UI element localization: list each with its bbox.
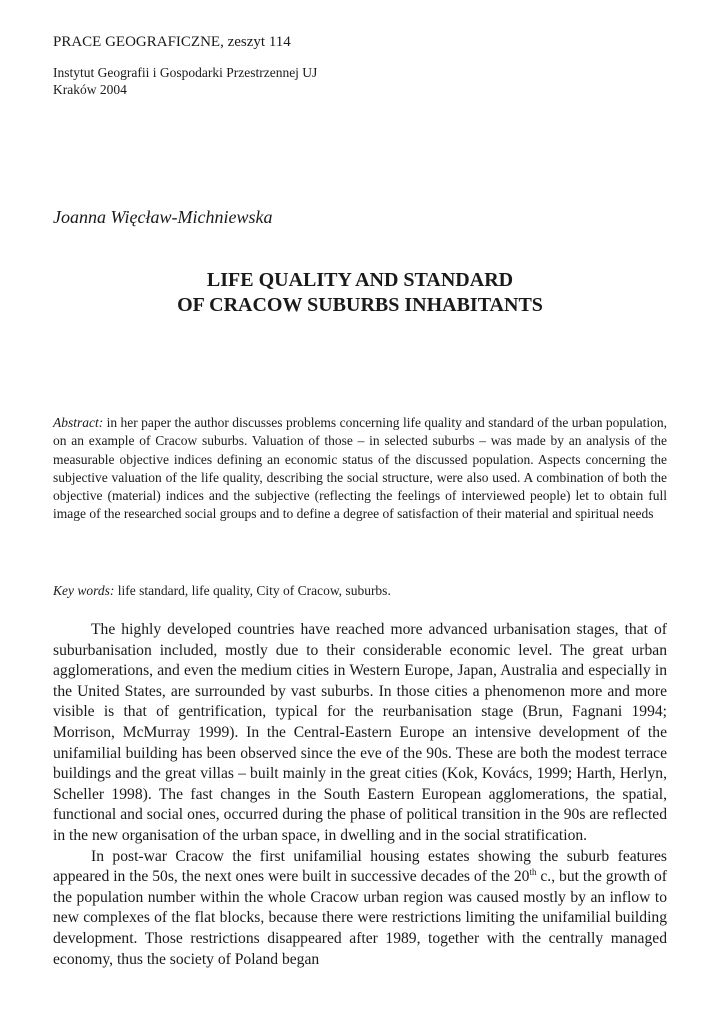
paragraph-2-part-a: In post-war Cracow the first unifamilial housing estates showing the suburb features appeared in the 50s, the next ones were built in successive decades of the 20 [53, 847, 667, 886]
paragraph-2-part-b: c., but the growth of the population number within the whole Cracow urban region was caused mostly by an inflow to new complexes of the flat blocks, because there were restrictions limiting the unifamilial building development. Those restrictions disappeared after 1989, together with the centrally managed economy, thus the society of Poland began [53, 868, 668, 968]
paper-title [53, 268, 667, 318]
keywords-text: life standard, life quality, City of Cracow, suburbs. [114, 583, 391, 598]
abstract-label: Abstract: [53, 415, 104, 430]
paragraph-2 [53, 847, 667, 971]
superscript-th: th [529, 866, 537, 877]
institute-name: Instytut Geografii i Gospodarki Przestrzennej UJ [53, 65, 318, 80]
place-year: Kraków 2004 [53, 82, 127, 97]
abstract-text: in her paper the author discusses problems concerning life quality and standard of the urban population, on an example of Cracow suburbs. Valuation of those – in selected suburbs – was made by an analysis of the measurable objective indices defining an economic status of the discussed population. Aspects concerning the subjective valuation of the life quality, describing the social structure, were also used. A combination of both the objective (material) indices and the subjective (reflecting the feelings of interviewed people) let to obtain full image of the researched social groups and to define a degree of satisfaction of their material and spiritual needs [53, 415, 667, 522]
paragraph-1: The highly developed countries have reached more advanced urbanisation stages, that of suburbanisation included, mostly due to their considerable economic level. The great urban agglomerations, and even the medium cities in Western Europe, Japan, Australia and especially in the United States, are surrounded by vast suburbs. In those cities a phenomenon more and more visible is that of gentrification, typical for the reurbanisation stage (Brun, Fagnani 1994; Morrison, McMurray 1999). In the Central-Eastern Europe an intensive development of the unifamilial building has been observed since the eve of the 90s. These are both the modest terrace buildings and the great villas – built mainly in the great cities (Kok, Kovács, 1999; Harth, Herlyn, Scheller 1998). The fast changes in the South Eastern European agglomerations, the spatial, functional and social ones, occurred during the phase of political transition in the 90s are reflected in the new organisation of the urban space, in dwelling and in the social stratification. [53, 621, 667, 844]
author-name: Joanna Więcław-Michniewska [53, 207, 273, 227]
title-line-1: LIFE QUALITY AND STANDARD [206, 269, 514, 291]
journal-header [53, 33, 291, 51]
keywords [53, 582, 667, 600]
body-text [53, 620, 667, 970]
abstract [53, 414, 667, 524]
title-line-2: OF CRACOW SUBURBS INHABITANTS [177, 294, 543, 316]
journal-name: PRACE GEOGRAFICZNE, [53, 34, 224, 50]
keywords-label: Key words: [53, 583, 115, 598]
journal-issue: zeszyt 114 [223, 34, 291, 50]
institute-block [53, 64, 317, 98]
